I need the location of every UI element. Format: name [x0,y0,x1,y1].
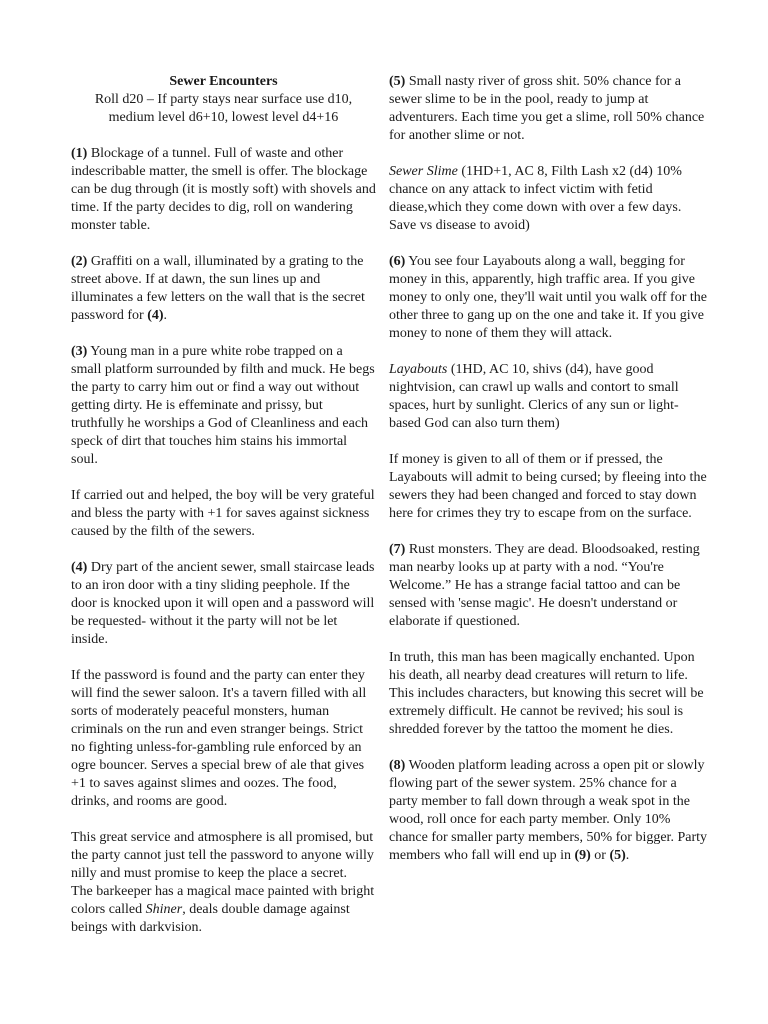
encounter-7 [389,541,707,631]
encounter-reference: (9) [574,848,591,863]
item-name: Shiner [145,902,183,917]
encounter-text: Graffiti on a wall, illuminated by a grating to the street above. If at dawn, the sun lines up and illuminates a few letters on the wall that is the secret password for [71,254,365,323]
encounter-4 [71,559,376,649]
encounter-6 [389,253,707,343]
monster-name: Layabouts [389,362,448,377]
conjunction: or [590,848,610,863]
roll-instructions: Roll d20 – If party stays near surface use d10, medium level d6+10, lowest level d4+16 [94,92,353,125]
encounter-number: (1) [71,146,88,161]
right-column [389,73,707,883]
sewer-slime-stats [389,163,707,235]
encounter-7-truth: In truth, this man has been magically enchanted. Upon his death, all nearby dead creatures will return to life. This includes characters, but knowing this secret will be extremely difficult. He cannot be revived; his soul is shredded forever by the tattoo the moment he dies. [389,650,704,737]
encounter-text: Rust monsters. They are dead. Bloodsoaked, resting man nearby looks up at party with a nod. “You're Welcome.” He has a strange facial tattoo and can be sensed with 'sense magic'. He doesn't understand or elaborate if questioned. [389,542,700,629]
encounter-6-curse: If money is given to all of them or if pressed, the Layabouts will admit to being cursed; by fleeing into the sewers they had been changed and forced to stay down here for crimes they try to escape from on the surface. [389,452,707,521]
barkeeper-text: The barkeeper has a magical mace painted with bright colors called [71,884,375,917]
left-column [71,73,376,955]
punctuation: . [625,848,630,863]
encounter-number: (3) [71,344,88,359]
encounter-reference: (5) [609,848,626,863]
encounter-4-barkeeper [71,883,376,937]
layabouts-stats [389,361,707,433]
encounter-text: Blockage of a tunnel. Full of waste and other indescribable matter, the smell is offer. The blockage can be dug through (it is mostly soft) with shovels and time. If the party decides to dig, roll on wandering monster table. [71,146,376,233]
encounter-number: (8) [389,758,406,773]
encounter-4-promise: This great service and atmosphere is all promised, but the party cannot just tell the password to anyone willy nilly and must promise to keep the place a secret. [71,830,374,881]
encounter-text: Dry part of the ancient sewer, small staircase leads to an iron door with a tiny sliding peephole. If the door is knocked upon it will open and a password will be requested- without it the party will not be let inside. [71,560,375,647]
encounter-text: Young man in a pure white robe trapped on a small platform surrounded by filth and muck. He begs the party to carry him out or find a way out without getting dirty. He is effeminate and prissy, but truthfully he worships a God of Cleanliness and each speck of dirt that touches him stains his immortal soul. [71,344,375,467]
encounter-8 [389,757,707,865]
encounter-2 [71,253,376,325]
monster-stats: (1HD, AC 10, shivs (d4), have good nightvision, can crawl up walls and contort to small spaces, hurt by sunlight. Clerics of any sun or light-based God can also turn them) [389,362,679,431]
barkeeper-text-end: , deals double damage against beings with darkvision. [71,902,350,935]
encounter-number: (2) [71,254,88,269]
encounter-number: (6) [389,254,406,269]
encounter-1 [71,145,376,235]
encounter-number: (7) [389,542,406,557]
encounter-number: (4) [71,560,88,575]
encounter-3 [71,343,376,469]
punctuation: . [163,308,168,323]
page-title: Sewer Encounters [169,74,278,89]
monster-name: Sewer Slime [389,164,458,179]
encounter-4-saloon: If the password is found and the party can enter they will find the sewer saloon. It's a tavern filled with all sorts of moderately peaceful monsters, human criminals on the run and even stranger beings. Strict no fighting unless-for-gambling rule enforced by an ogre bouncer. Serves a special brew of ale that gives +1 to saves against slimes and oozes. The food, drinks, and rooms are good. [71,668,367,809]
encounter-3-followup: If carried out and helped, the boy will be very grateful and bless the party with +1 for saves against sickness caused by the filth of the sewers. [71,488,375,539]
monster-stats: (1HD+1, AC 8, Filth Lash x2 (d4) 10% chance on any attack to infect victim with fetid diease,which they come down with over a few days. Save vs disease to avoid) [389,164,682,233]
encounter-reference: (4) [147,308,164,323]
encounter-text: You see four Layabouts along a wall, begging for money in this, apparently, high traffic area. If you give money to only one, they'll wait until you walk off for the other three to gang up on the one and take it. If you give money to none of them they will attack. [389,254,707,341]
encounter-text: Wooden platform leading across a open pit or slowly flowing part of the sewer system. 25% chance for a party member to fall down through a weak spot in the wood, roll once for each party member. Only 10% chance for smaller party members, 50% for bigger. Party members who fall will end up in [389,758,708,863]
encounter-5 [389,73,707,145]
encounter-text: Small nasty river of gross shit. 50% chance for a sewer slime to be in the pool, ready to jump at adventurers. Each time you get a slime, roll 50% chance for another slime or not. [389,74,705,143]
encounter-number: (5) [389,74,406,89]
